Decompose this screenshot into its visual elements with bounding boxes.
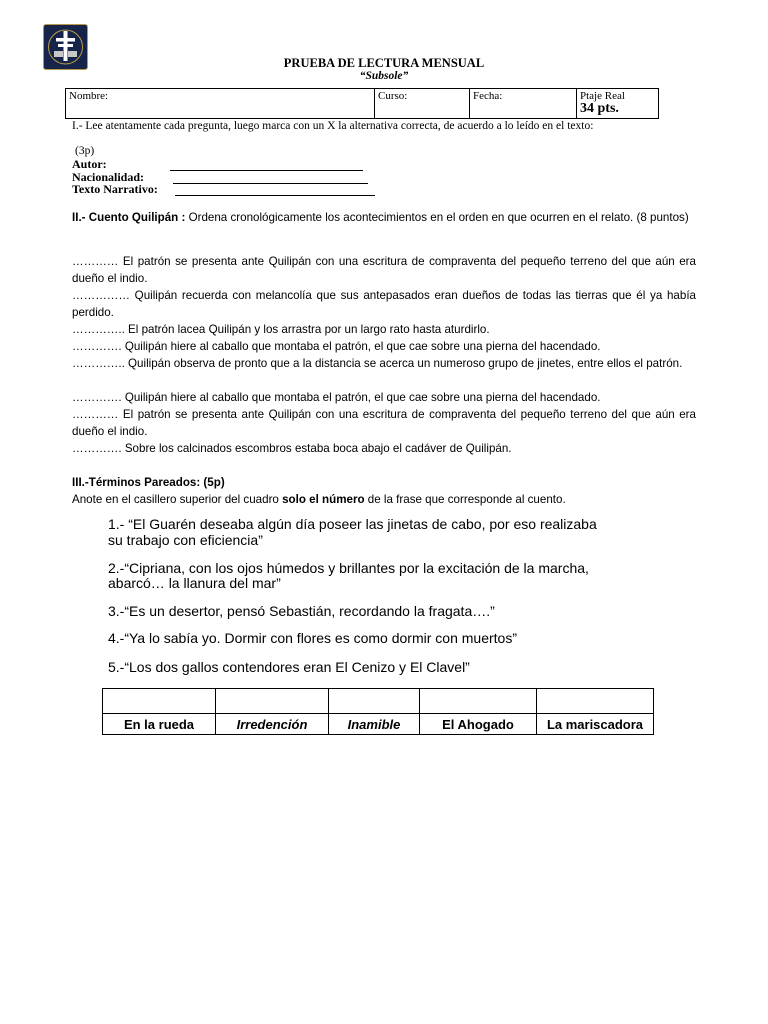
answer-box-5[interactable] — [537, 689, 654, 714]
texto-narrativo-label: Texto Narrativo: — [72, 182, 158, 196]
event-item: ………….. Quilipán observa de pronto que a la distancia se acerca un numeroso grupo de jinetes, entre ellos el patrón. — [72, 357, 683, 370]
event-item: …………. Quilipán hiere al caballo que montaba el patrón, el que cae sobre una pierna del hacendado. — [72, 340, 601, 353]
section-3-instruction — [72, 491, 696, 508]
curso-label: Curso: — [378, 90, 408, 102]
section-1-points: (3p) — [75, 145, 95, 157]
quote-2-cont: abarcó… la llanura del mar” — [108, 575, 281, 591]
student-info-table — [65, 88, 659, 119]
quote-3: 3.-“Es un desertor, pensó Sebastián, recordando la fragata….” — [108, 603, 495, 619]
matching-table — [102, 688, 654, 735]
event-item: …………. Sobre los calcinados escombros estaba boca abajo el cadáver de Quilipán. — [72, 442, 512, 455]
nacionalidad-label: Nacionalidad: — [72, 170, 145, 184]
event-item: ………….. El patrón lacea Quilipán y los arrastra por un largo rato hasta aturdirlo. — [72, 323, 490, 336]
event-item: …………. Quilipán hiere al caballo que montaba el patrón, el que cae sobre una pierna del hacendado. — [72, 391, 601, 404]
section-2-text: Ordena cronológicamente los acontecimientos en el orden en que ocurren en el relato. (8 puntos) — [185, 211, 689, 224]
quote-4: 4.-“Ya lo sabía yo. Dormir con flores es como dormir con muertos” — [108, 630, 517, 646]
page-title: PRUEBA DE LECTURA MENSUAL — [283, 56, 485, 70]
story-title: En la rueda — [103, 714, 216, 735]
story-title: Irredención — [216, 714, 329, 735]
instruction-emphasis: solo el número — [282, 493, 365, 506]
instruction-part: de la frase que corresponde al cuento. — [364, 493, 566, 506]
quote-1-cont: su trabajo con eficiencia” — [108, 532, 263, 548]
section-2-heading: II.- Cuento Quilipán : — [72, 211, 186, 224]
instruction-part: Anote en el casillero superior del cuadro — [72, 493, 283, 506]
curso-field[interactable] — [375, 89, 470, 119]
section-2-instruction — [72, 209, 696, 226]
section-1-instruction: I.- Lee atentamente cada pregunta, luego marca con un X la alternativa correcta, de acuerdo a lo leído en el texto: — [72, 120, 594, 132]
nombre-field[interactable] — [66, 89, 375, 119]
texto-narrativo-answer-line[interactable] — [175, 195, 375, 196]
quote-2: 2.-“Cipriana, con los ojos húmedos y brillantes por la excitación de la marcha, — [108, 560, 589, 576]
event-item: ………… El patrón se presenta ante Quilipán con una escritura de compraventa del pequeño terreno del que aún era dueño el indio. — [72, 408, 696, 438]
quote-5: 5.-“Los dos gallos contendores eran El Cenizo y El Clavel” — [108, 659, 470, 675]
score-value: 34 pts. — [580, 101, 619, 116]
story-title: La mariscadora — [537, 714, 654, 735]
answer-box-1[interactable] — [103, 689, 216, 714]
autor-label: Autor: — [72, 157, 107, 171]
story-title: El Ahogado — [420, 714, 537, 735]
fecha-label: Fecha: — [473, 90, 503, 102]
event-item: ………… El patrón se presenta ante Quilipán con una escritura de compraventa del pequeño terreno del que aún era dueño el indio. — [72, 255, 696, 285]
answer-box-3[interactable] — [329, 689, 420, 714]
score-label: Ptaje Real — [580, 90, 625, 102]
score-field[interactable] — [577, 89, 659, 119]
nacionalidad-answer-line[interactable] — [173, 183, 368, 184]
page-subtitle: “Subsole” — [359, 70, 409, 82]
answer-box-2[interactable] — [216, 689, 329, 714]
quote-1: 1.- “El Guarén deseaba algún día poseer las jinetas de cabo, por eso realizaba — [108, 516, 597, 532]
nombre-label: Nombre: — [69, 90, 109, 102]
fecha-field[interactable] — [470, 89, 577, 119]
story-title: Inamible — [329, 714, 420, 735]
autor-answer-line[interactable] — [170, 170, 363, 171]
answer-box-4[interactable] — [420, 689, 537, 714]
event-item: …………… Quilipán recuerda con melancolía que sus antepasados eran dueños de todas las tierras que él ya había perdido. — [72, 289, 696, 319]
section-3-heading: III.-Términos Pareados: (5p) — [72, 476, 225, 489]
